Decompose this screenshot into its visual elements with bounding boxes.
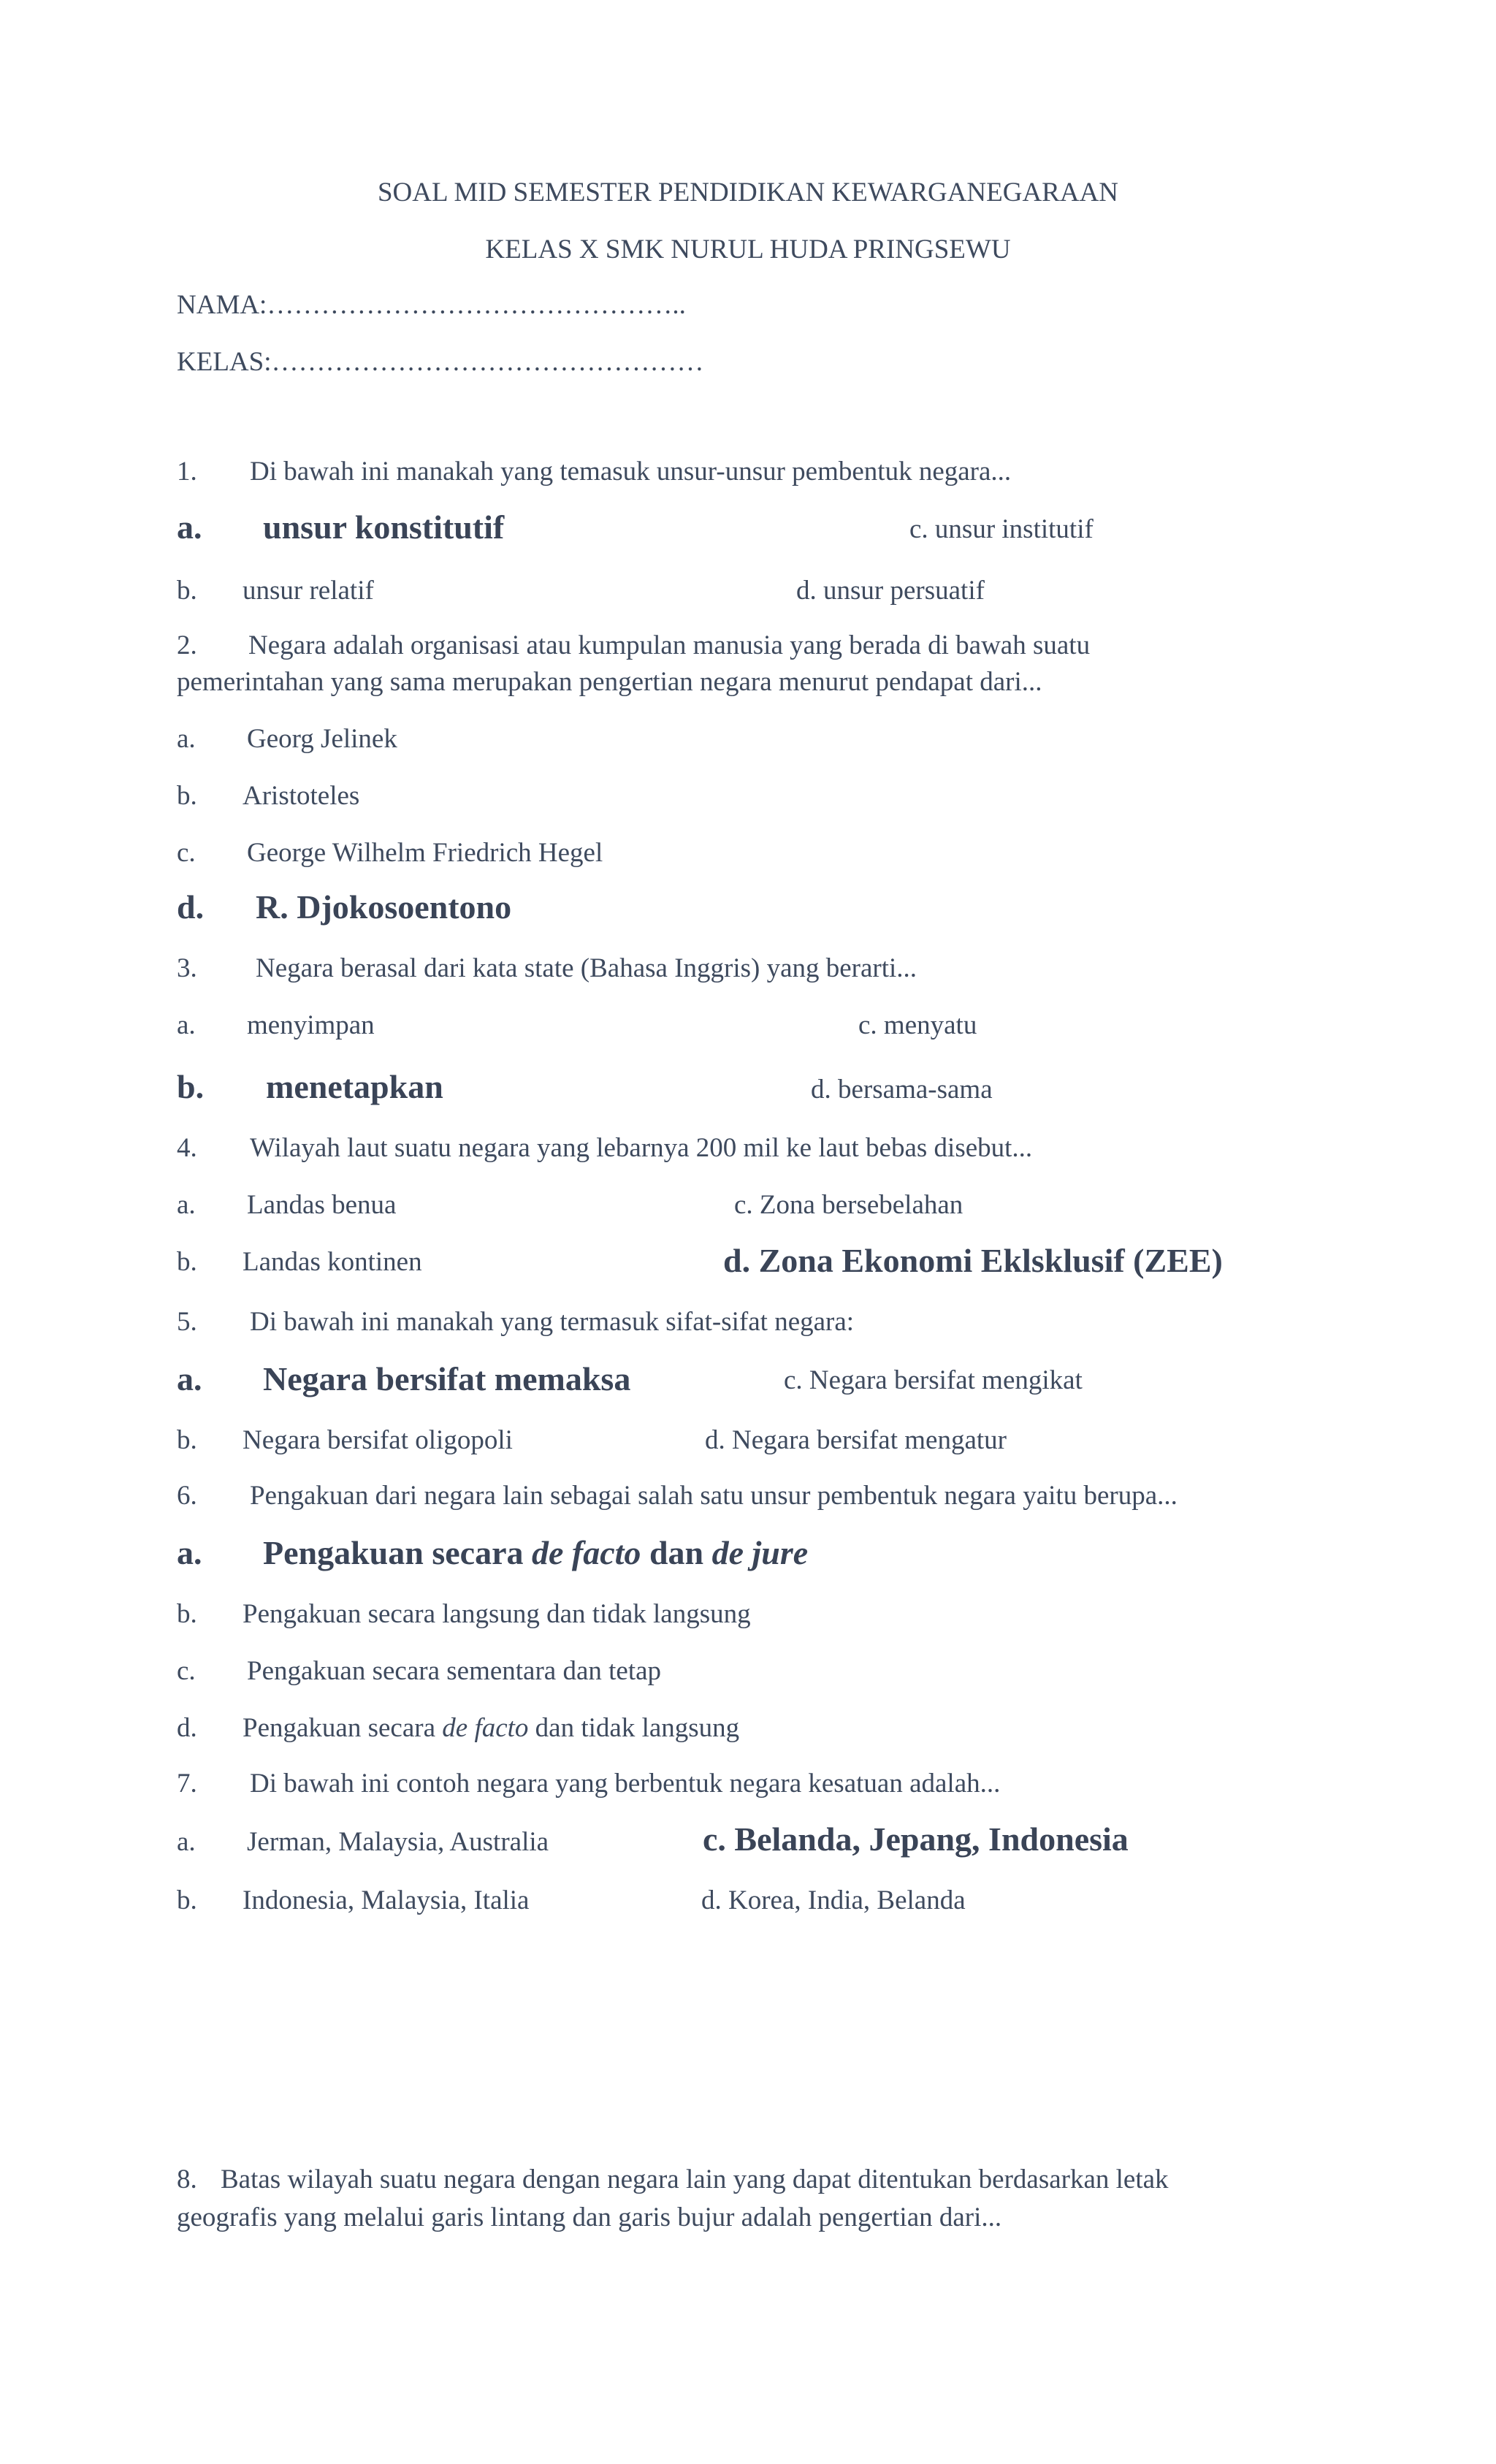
question-4-option-b-letter: b.	[177, 1247, 197, 1277]
question-4-option-d: d. Zona Ekonomi Eklsklusif (ZEE)	[723, 1242, 1223, 1279]
question-3-option-c: c. menyatu	[858, 1010, 977, 1040]
question-5-number: 5.	[177, 1307, 197, 1337]
question-1-option-d: d. unsur persuatif	[796, 576, 985, 606]
question-7-option-b: Indonesia, Malaysia, Italia	[243, 1885, 530, 1915]
question-6-option-c-letter: c.	[177, 1656, 196, 1686]
question-2-option-a-letter: a.	[177, 724, 196, 754]
question-1-option-b: unsur relatif	[243, 576, 374, 606]
question-6-option-d-part1: Pengakuan secara	[243, 1713, 443, 1743]
question-3-option-b-letter: b.	[177, 1068, 205, 1105]
question-5-option-a: Negara bersifat memaksa	[263, 1360, 631, 1397]
name-field: NAMA:………………………………………..	[177, 290, 686, 320]
question-2-number: 2.	[177, 630, 197, 660]
page-title: SOAL MID SEMESTER PENDIDIKAN KEWARGANEGARAAN	[377, 178, 1119, 207]
question-3-option-b: menetapkan	[266, 1068, 443, 1105]
question-4-text: Wilayah laut suatu negara yang lebarnya 200 mil ke laut bebas disebut...	[250, 1133, 1033, 1163]
question-8-number: 8.	[177, 2164, 197, 2194]
question-6-option-a-part1: Pengakuan secara	[263, 1534, 532, 1571]
question-5-option-c: c. Negara bersifat mengikat	[784, 1365, 1083, 1395]
question-7-text: Di bawah ini contoh negara yang berbentuk negara kesatuan adalah...	[250, 1769, 1001, 1799]
question-1-option-c: c. unsur institutif	[909, 514, 1094, 544]
question-8-text-line2: geografis yang melalui garis lintang dan garis bujur adalah pengertian dari...	[177, 2202, 1002, 2232]
question-6-option-a-part3: dan	[641, 1534, 712, 1571]
question-3-option-a: menyimpan	[247, 1010, 375, 1040]
question-2-option-c-letter: c.	[177, 838, 196, 868]
question-6-option-d-de-facto: de facto	[442, 1713, 529, 1743]
question-1-option-a: unsur konstitutif	[263, 508, 505, 546]
question-1-option-b-letter: b.	[177, 576, 197, 606]
question-6-option-a-de-jure: de jure	[711, 1534, 809, 1571]
question-5-option-b: Negara bersifat oligopoli	[243, 1425, 513, 1455]
question-6-option-a-letter: a.	[177, 1534, 202, 1571]
question-2-text-line1: Negara adalah organisasi atau kumpulan manusia yang berada di bawah suatu	[248, 630, 1091, 660]
question-4-number: 4.	[177, 1133, 197, 1163]
question-3-text: Negara berasal dari kata state (Bahasa Inggris) yang berarti...	[256, 953, 917, 983]
class-field: KELAS:…………………………………………	[177, 347, 704, 377]
question-2-option-c: George Wilhelm Friedrich Hegel	[247, 838, 603, 868]
question-8-text-line1: Batas wilayah suatu negara dengan negara lain yang dapat ditentukan berdasarkan letak	[221, 2164, 1169, 2194]
question-3-option-d: d. bersama-sama	[811, 1075, 993, 1105]
question-1-text: Di bawah ini manakah yang temasuk unsur-unsur pembentuk negara...	[250, 457, 1012, 487]
question-6-option-d-part3: dan tidak langsung	[528, 1713, 740, 1743]
question-2-option-a: Georg Jelinek	[247, 724, 397, 754]
question-7-option-a: Jerman, Malaysia, Australia	[247, 1827, 549, 1857]
question-5-option-d: d. Negara bersifat mengatur	[705, 1425, 1007, 1455]
question-7-option-a-letter: a.	[177, 1827, 196, 1857]
question-4-option-a: Landas benua	[247, 1190, 397, 1220]
question-2-option-d: R. Djokosoentono	[256, 888, 512, 926]
question-6-option-c: Pengakuan secara sementara dan tetap	[247, 1656, 662, 1686]
question-7-option-b-letter: b.	[177, 1885, 197, 1915]
question-5-text: Di bawah ini manakah yang termasuk sifat-sifat negara:	[250, 1307, 855, 1337]
question-6-option-a-de-facto: de facto	[532, 1534, 641, 1571]
question-2-option-d-letter: d.	[177, 888, 205, 926]
class-school-heading: KELAS X SMK NURUL HUDA PRINGSEWU	[485, 234, 1011, 264]
question-6-option-a	[263, 1533, 808, 1574]
question-6-number: 6.	[177, 1481, 197, 1511]
question-2-text-line2: pemerintahan yang sama merupakan pengertian negara menurut pendapat dari...	[177, 667, 1042, 697]
question-1-option-a-letter: a.	[177, 508, 202, 546]
question-1-number: 1.	[177, 457, 197, 487]
question-3-number: 3.	[177, 953, 197, 983]
question-3-option-a-letter: a.	[177, 1010, 196, 1040]
question-7-option-c: c. Belanda, Jepang, Indonesia	[703, 1820, 1129, 1858]
question-4-option-c: c. Zona bersebelahan	[734, 1190, 963, 1220]
question-6-option-b: Pengakuan secara langsung dan tidak langsung	[243, 1599, 751, 1629]
question-5-option-b-letter: b.	[177, 1425, 197, 1455]
question-6-option-b-letter: b.	[177, 1599, 197, 1629]
question-6-text: Pengakuan dari negara lain sebagai salah satu unsur pembentuk negara yaitu berupa...	[250, 1481, 1178, 1511]
question-4-option-b: Landas kontinen	[243, 1247, 422, 1277]
question-6-option-d-letter: d.	[177, 1713, 197, 1743]
question-2-option-b: Aristoteles	[243, 781, 360, 811]
question-5-option-a-letter: a.	[177, 1360, 202, 1397]
question-7-option-d: d. Korea, India, Belanda	[701, 1885, 966, 1915]
question-2-option-b-letter: b.	[177, 781, 197, 811]
question-6-option-d	[243, 1711, 739, 1746]
question-7-number: 7.	[177, 1769, 197, 1799]
question-4-option-a-letter: a.	[177, 1190, 196, 1220]
